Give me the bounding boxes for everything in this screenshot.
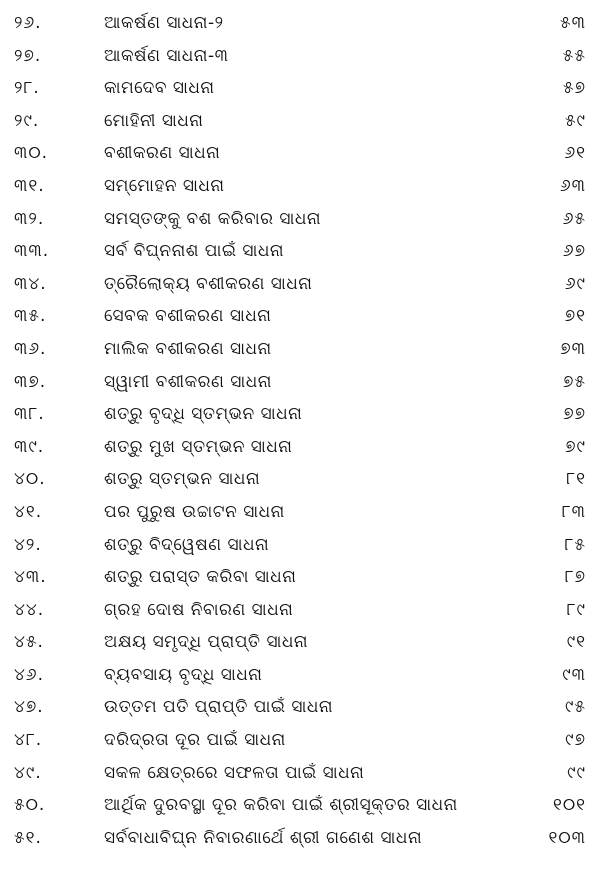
entry-title: କାମଦେବ ସାଧନା bbox=[104, 78, 215, 99]
entry-title: ଶତ୍ରୁ ସ୍ତମ୍ଭନ ସାଧନା bbox=[104, 469, 261, 490]
entry-page-number: ୯୯ bbox=[567, 762, 586, 783]
entry-title: ଅକ୍ଷୟ ସମୃଦ୍ଧି ପ୍ରାପ୍ତି ସାଧନା bbox=[104, 632, 309, 653]
entry-number: ୩୮. bbox=[14, 404, 45, 425]
toc-entry bbox=[0, 660, 600, 693]
entry-title: ମାଲିକ ବଶୀକରଣ ସାଧନା bbox=[104, 338, 272, 359]
entry-page-number: ୬୯ bbox=[564, 273, 586, 294]
entry-title: ଶତ୍ରୁ ବୃଦ୍ଧି ସ୍ତମ୍ଭନ ସାଧନା bbox=[104, 404, 303, 425]
entry-page-number: ୫୩ bbox=[560, 13, 586, 33]
entry-page-number: ୫୫ bbox=[562, 45, 586, 66]
entry-page-number: ୭୯ bbox=[565, 436, 586, 457]
toc-entry bbox=[0, 41, 600, 74]
entry-title: ଆକର୍ଷଣ ସାଧନା-୩ bbox=[104, 45, 229, 66]
entry-number: ୩୧. bbox=[14, 175, 45, 196]
entry-page-number: ୮୫ bbox=[564, 534, 586, 555]
entry-title: ସେବକ ବଶୀକରଣ ସାଧନା bbox=[104, 306, 272, 327]
entry-title: ମୋହିନୀ ସାଧନା bbox=[104, 110, 204, 131]
entry-number: ୫୦. bbox=[14, 795, 46, 816]
entry-title: ସକଳ କ୍ଷେତ୍ରରେ ସଫଳତା ପାଇଁ ସାଧନା bbox=[104, 762, 365, 783]
entry-title: ଆକର୍ଷଣ ସାଧନା-୨ bbox=[104, 13, 224, 33]
toc-entry bbox=[0, 497, 600, 530]
entry-number: ୩୭. bbox=[14, 371, 47, 392]
entry-number: ୪୨. bbox=[14, 534, 42, 555]
toc-entry bbox=[0, 758, 600, 791]
entry-number: ୩୨. bbox=[14, 208, 45, 229]
toc-entry bbox=[0, 725, 600, 758]
entry-number: ୩୩. bbox=[14, 241, 50, 262]
entry-page-number: ୯୭ bbox=[565, 730, 586, 751]
toc-entry bbox=[0, 106, 600, 139]
entry-number: ୩୫. bbox=[14, 306, 47, 327]
entry-page-number: ୬୫ bbox=[562, 208, 586, 229]
entry-page-number: ୯୧ bbox=[566, 632, 586, 653]
entry-number: ୪୬. bbox=[14, 664, 44, 685]
entry-number: ୨୭. bbox=[14, 45, 42, 66]
entry-title: ତ୍ରୈଲୋକ୍ୟ ବଶୀକରଣ ସାଧନା bbox=[104, 273, 313, 294]
entry-number: ୪୩. bbox=[14, 567, 47, 588]
toc-entry bbox=[0, 627, 600, 660]
entry-title: ସମସ୍ତଙ୍କୁ ବଶ କରିବାର ସାଧନା bbox=[104, 208, 322, 229]
entry-title: ଗ୍ରହ ଦୋଷ ନିବାରଣ ସାଧନା bbox=[104, 599, 294, 620]
entry-page-number: ୭୭ bbox=[563, 404, 586, 425]
entry-number: ୩୯. bbox=[14, 436, 45, 457]
entry-title: ଶତ୍ରୁ ମୁଖ ସ୍ତମ୍ଭନ ସାଧନା bbox=[104, 436, 293, 457]
entry-title: ସର୍ବ ବିଘ୍ନନାଶ ପାଇଁ ସାଧନା bbox=[104, 241, 285, 262]
entry-number: ୨୬. bbox=[14, 13, 42, 33]
entry-page-number: ୮୭ bbox=[564, 567, 586, 588]
entry-page-number: ୮୧ bbox=[566, 469, 586, 490]
entry-title: ଶତ୍ରୁ ପରାସ୍ତ କରିବା ସାଧନା bbox=[104, 567, 297, 588]
entry-number: ୪୮. bbox=[14, 730, 43, 751]
entry-title: ସମ୍ମୋହନ ସାଧନା bbox=[104, 175, 225, 196]
entry-number: ୪୦. bbox=[14, 469, 46, 490]
toc-entry bbox=[0, 367, 600, 400]
entry-page-number: ୮୩ bbox=[561, 501, 586, 522]
entry-number: ୩୪. bbox=[14, 273, 47, 294]
toc-entry bbox=[0, 464, 600, 497]
toc-entry bbox=[0, 595, 600, 628]
entry-title: ଶତ୍ରୁ ବିଦ୍ୱେଷଣ ସାଧନା bbox=[104, 534, 270, 555]
toc-entry bbox=[0, 204, 600, 237]
toc-entry bbox=[0, 823, 600, 856]
entry-page-number: ୭୫ bbox=[562, 371, 586, 392]
entry-page-number: ୫୯ bbox=[564, 110, 586, 131]
toc-entry bbox=[0, 269, 600, 302]
entry-number: ୪୧. bbox=[14, 501, 43, 522]
entry-number: ୩୬. bbox=[14, 338, 47, 359]
entry-title: ଆର୍ଥିକ ଦୁରବସ୍ଥା ଦୂର କରିବା ପାଇଁ ଶ୍ରୀସୂକ୍ତର ସାଧନା bbox=[104, 795, 458, 816]
entry-page-number: ୮୯ bbox=[566, 599, 586, 620]
toc-entry bbox=[0, 236, 600, 269]
entry-page-number: ୯୩ bbox=[562, 664, 586, 685]
entry-title: ସ୍ୱାମୀ ବଶୀକରଣ ସାଧନା bbox=[104, 371, 272, 392]
entry-title: ଦରିଦ୍ରତା ଦୂର ପାଇଁ ସାଧନା bbox=[104, 730, 286, 751]
entry-number: ୪୫. bbox=[14, 632, 44, 653]
entry-page-number: ୧୦୧ bbox=[552, 795, 586, 816]
entry-number: ୨୮. bbox=[14, 78, 40, 99]
table-of-contents bbox=[0, 8, 600, 855]
entry-title: ସର୍ବବାଧାବିଘ୍ନ ନିବାରଣାର୍ଥେ ଶ୍ରୀ ଗଣେଶ ସାଧନା bbox=[104, 827, 423, 848]
toc-entry bbox=[0, 73, 600, 106]
toc-entry bbox=[0, 790, 600, 823]
entry-title: ଉତ୍ତମ ପତି ପ୍ରାପ୍ତି ପାଇଁ ସାଧନା bbox=[104, 697, 334, 718]
toc-entry bbox=[0, 692, 600, 725]
toc-entry bbox=[0, 432, 600, 465]
entry-page-number: ୬୧ bbox=[564, 143, 586, 164]
toc-entry bbox=[0, 334, 600, 367]
entry-number: ୨୯. bbox=[14, 110, 40, 131]
entry-page-number: ୭୧ bbox=[564, 306, 586, 327]
entry-page-number: ୧୦୩ bbox=[548, 827, 586, 848]
toc-entry bbox=[0, 301, 600, 334]
toc-entry bbox=[0, 8, 600, 41]
entry-number: ୪୪. bbox=[14, 599, 45, 620]
entry-page-number: ୯୫ bbox=[564, 697, 586, 718]
entry-page-number: ୭୩ bbox=[560, 338, 586, 359]
entry-title: ପର ପୁରୁଷ ଉଚ୍ଚାଟନ ସାଧନା bbox=[104, 501, 285, 522]
entry-page-number: ୬୭ bbox=[562, 241, 586, 262]
toc-entry bbox=[0, 562, 600, 595]
entry-page-number: ୬୩ bbox=[559, 175, 586, 196]
entry-page-number: ୫୭ bbox=[562, 78, 586, 99]
entry-number: ୩୦. bbox=[14, 143, 49, 164]
entry-number: ୫୧. bbox=[14, 827, 42, 848]
toc-entry bbox=[0, 399, 600, 432]
toc-entry bbox=[0, 138, 600, 171]
entry-title: ବଶୀକରଣ ସାଧନା bbox=[104, 143, 221, 164]
toc-entry bbox=[0, 171, 600, 204]
entry-number: ୪୭. bbox=[14, 697, 44, 718]
toc-entry bbox=[0, 530, 600, 563]
entry-title: ବ୍ୟବସାୟ ବୃଦ୍ଧି ସାଧନା bbox=[104, 664, 263, 685]
entry-number: ୪୯. bbox=[14, 762, 42, 783]
